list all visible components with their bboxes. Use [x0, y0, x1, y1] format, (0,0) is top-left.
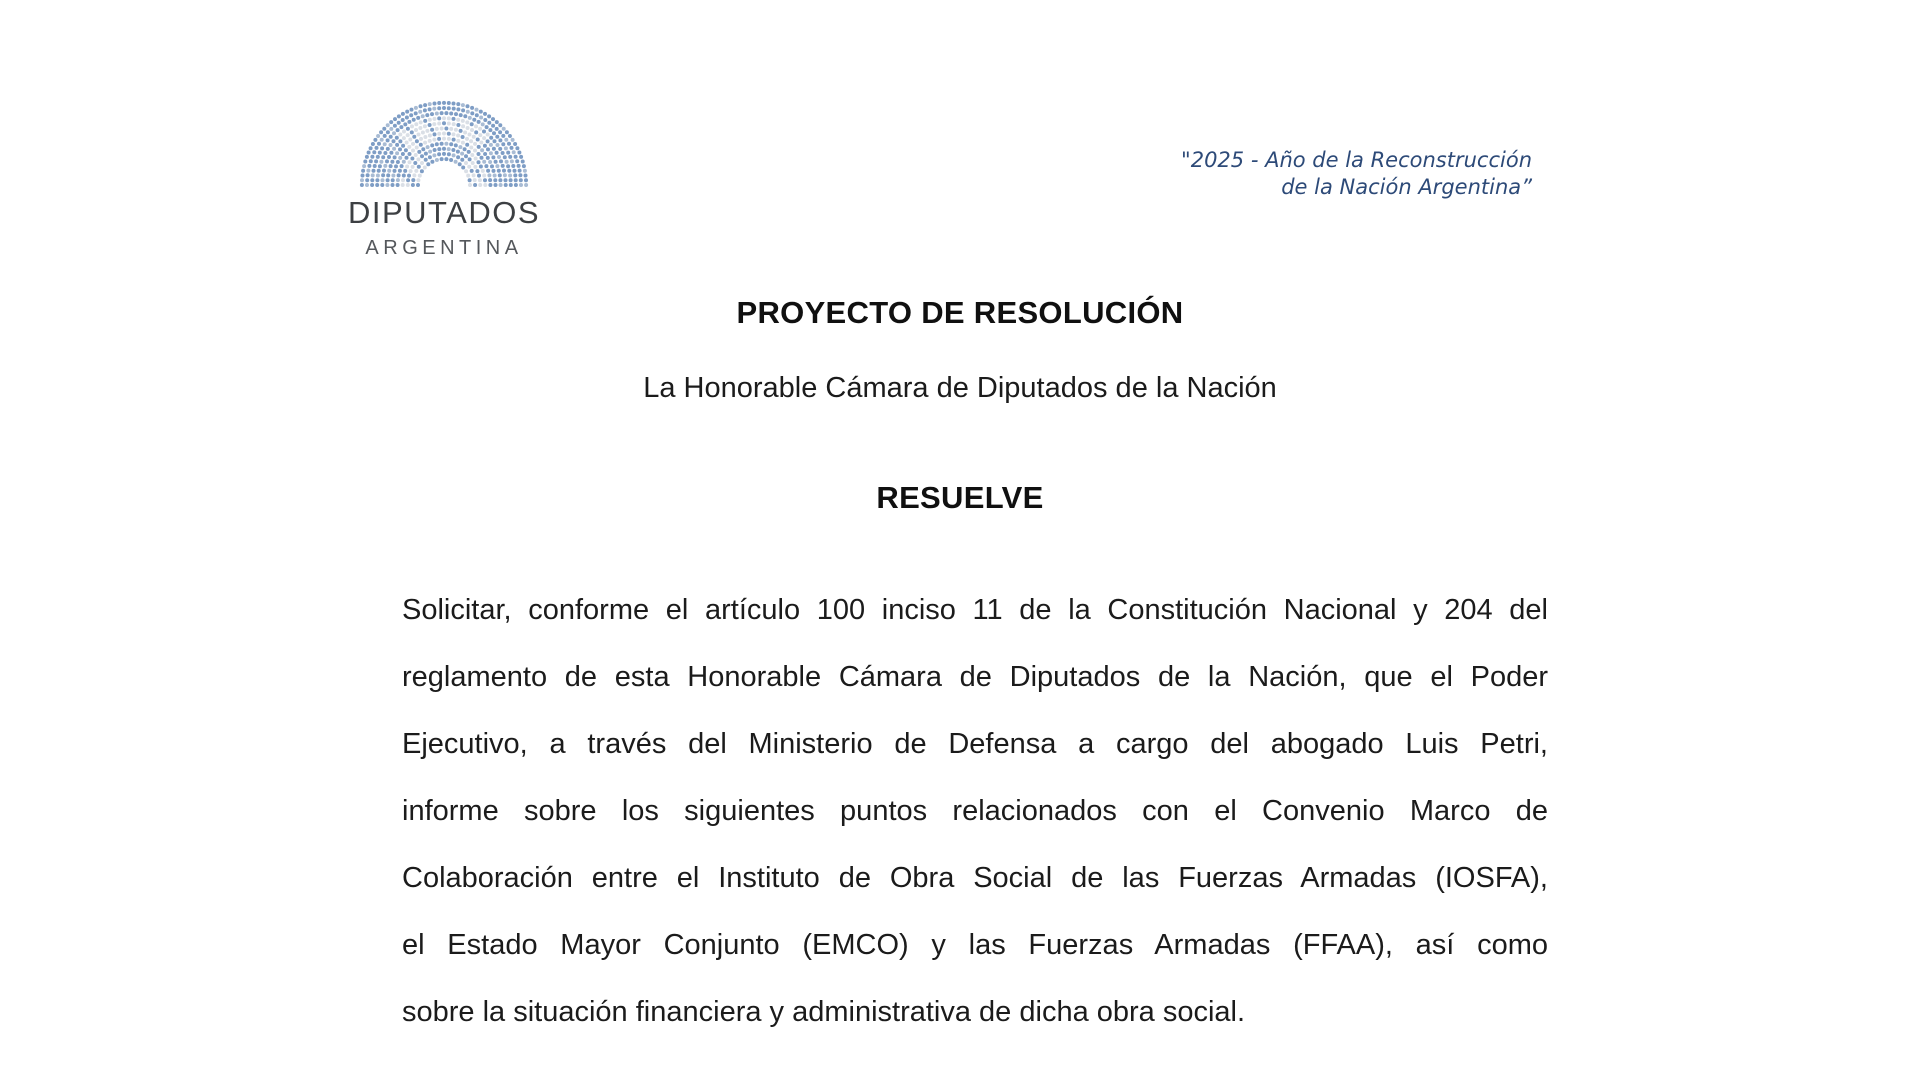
paragraph-line: sobre la situación financiera y administrativa de dicha obra social.	[402, 996, 1246, 1028]
paragraph-line: Colaboración entre el Instituto de Obra Social de las Fuerzas Armadas (IOSFA),	[402, 862, 1548, 894]
year-quote	[1181, 147, 1532, 201]
logo-title: DIPUTADOS	[347, 195, 541, 230]
document-title: PROYECTO DE RESOLUCIÓN	[736, 295, 1184, 330]
section-heading-resuelve: RESUELVE	[876, 480, 1044, 515]
paragraph-line: Ejecutivo, a través del Ministerio de Defensa a cargo del abogado Luis Petri,	[402, 728, 1548, 760]
document-subtitle: La Honorable Cámara de Diputados de la Nación	[643, 372, 1277, 404]
diputados-logo	[331, 95, 557, 258]
year-quote-line1: "2025 - Año de la Reconstrucción	[1181, 148, 1532, 172]
hemicycle-icon	[356, 95, 532, 187]
year-quote-line2: de la Nación Argentina”	[1281, 175, 1532, 199]
paragraph-line: Solicitar, conforme el artículo 100 inciso 11 de la Constitución Nacional y 204 del	[402, 594, 1548, 626]
paragraph-line: reglamento de esta Honorable Cámara de Diputados de la Nación, que el Poder	[402, 661, 1548, 693]
logo-subtitle: ARGENTINA	[365, 237, 523, 259]
resolution-paragraph	[402, 577, 1548, 1046]
paragraph-line: el Estado Mayor Conjunto (EMCO) y las Fuerzas Armadas (FFAA), así como	[402, 929, 1548, 961]
paragraph-line: informe sobre los siguientes puntos relacionados con el Convenio Marco de	[402, 795, 1548, 827]
